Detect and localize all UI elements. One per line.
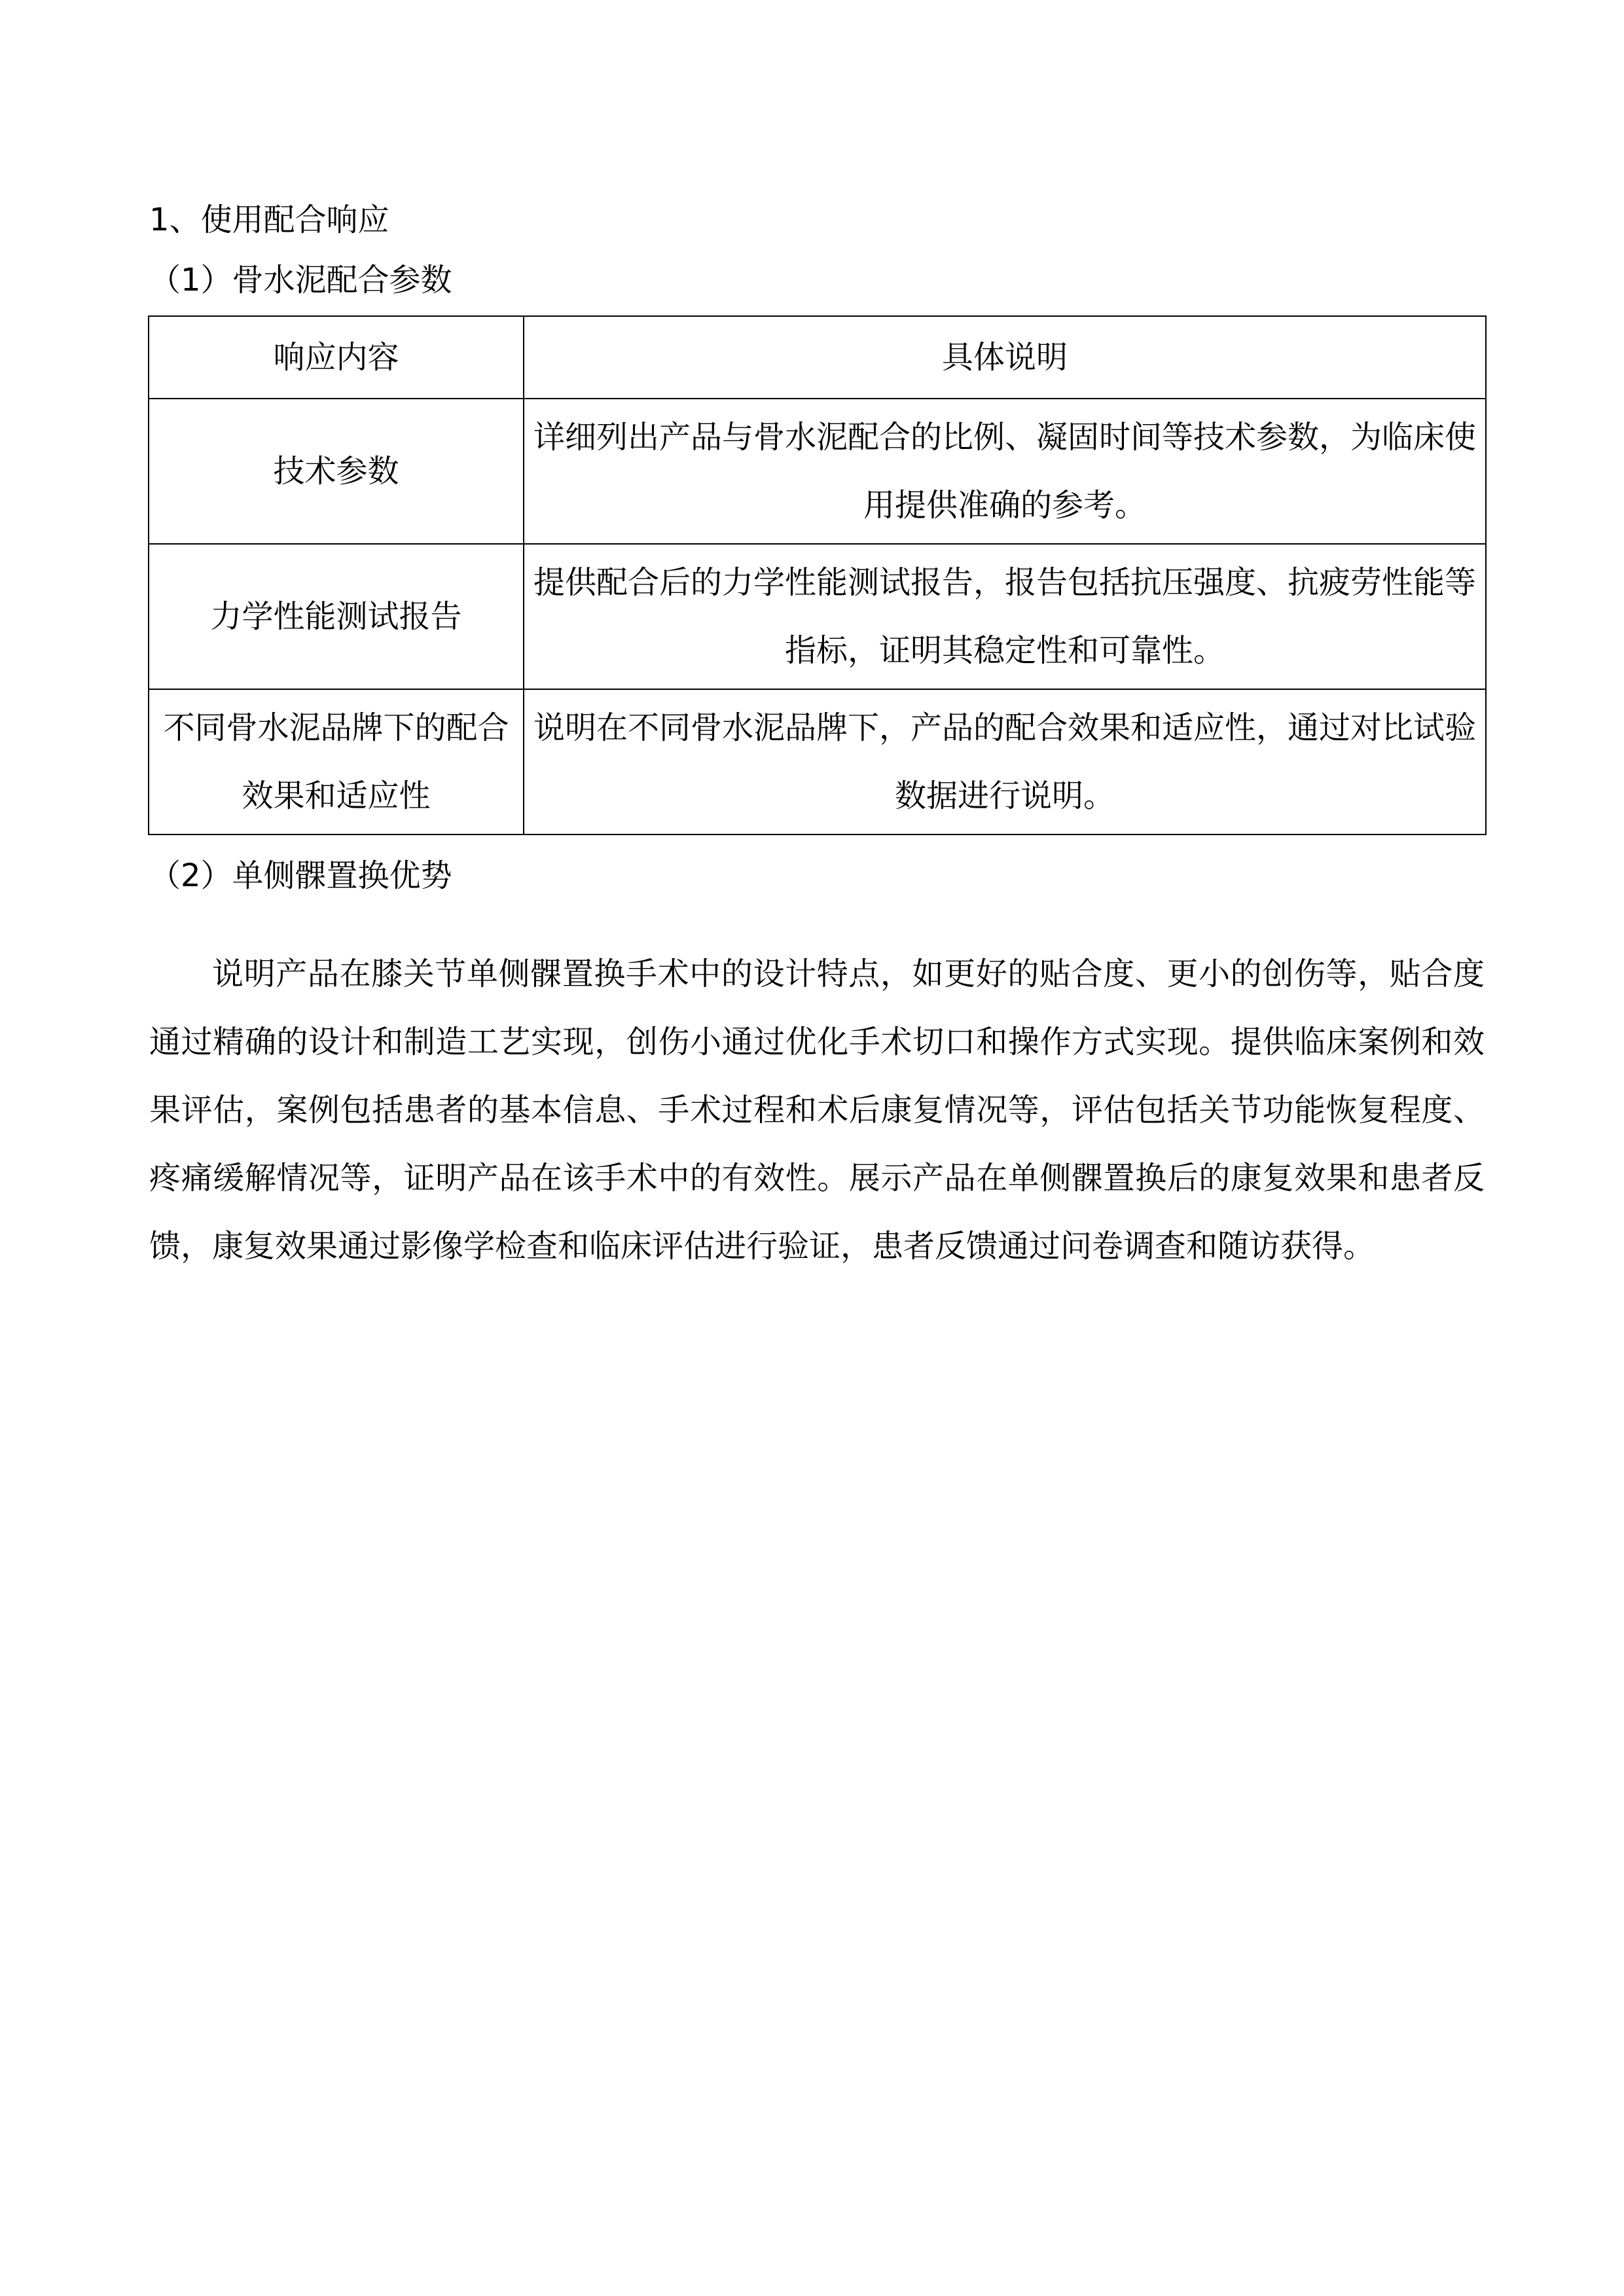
subsection-title-unicompartmental: （2）单侧髁置换优势 xyxy=(149,857,452,894)
table-header-row xyxy=(149,316,1486,399)
table-row xyxy=(149,689,1486,834)
cell-text: 详细列出产品与骨水泥配合的比例、凝固时间等技术参数，为临床使用提供准确的参考。 xyxy=(533,419,1476,524)
table-cell-description xyxy=(524,689,1486,834)
bone-cement-parameters-table xyxy=(148,315,1487,835)
table-cell-description xyxy=(524,399,1486,544)
table-row xyxy=(149,399,1486,544)
section-title: 1、使用配合响应 xyxy=(149,202,389,238)
table-header-cell: 响应内容 xyxy=(149,316,524,399)
body-paragraph: 说明产品在膝关节单侧髁置换手术中的设计特点，如更好的贴合度、更小的创伤等，贴合度通过精确的设计和制造工艺实现，创伤小通过优化手术切口和操作方式实现。提供临床案例和效果评估，案例包括患者的基本信息、手术过程和术后康复情况等，评估包括关节功能恢复程度、疼痛缓解情况等，证明产品在该手术中的有效性。展示产品在单侧髁置换后的康复效果和患者反馈，康复效果通过影像学检查和临床评估进行验证，患者反馈通过问卷调查和随访获得。 xyxy=(149,956,1485,1265)
table-cell-description xyxy=(524,544,1486,689)
cell-text: 力学性能测试报告 xyxy=(210,598,462,635)
table-cell-item xyxy=(149,399,524,544)
table-cell-item xyxy=(149,689,524,834)
table-cell-item xyxy=(149,544,524,689)
subsection-title-bone-cement: （1）骨水泥配合参数 xyxy=(149,262,452,298)
table-row xyxy=(149,544,1486,689)
cell-text: 不同骨水泥品牌下的配合效果和适应性 xyxy=(163,709,509,814)
table-header-cell: 具体说明 xyxy=(524,316,1486,399)
cell-text: 技术参数 xyxy=(273,453,399,490)
cell-text: 提供配合后的力学性能测试报告，报告包括抗压强度、抗疲劳性能等指标，证明其稳定性和可靠性。 xyxy=(533,564,1476,669)
cell-text: 说明在不同骨水泥品牌下，产品的配合效果和适应性，通过对比试验数据进行说明。 xyxy=(533,709,1476,814)
